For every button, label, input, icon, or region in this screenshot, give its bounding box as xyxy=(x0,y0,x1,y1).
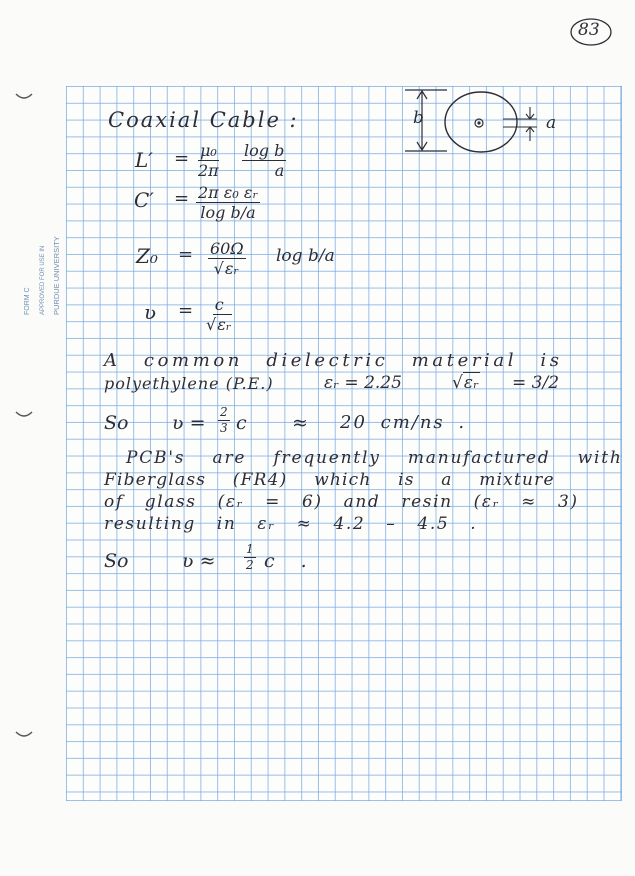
formula-l-fraction xyxy=(196,142,221,181)
formula-c-denominator: log b/a xyxy=(200,203,256,223)
formula-l-log-top: log b xyxy=(244,141,285,160)
margin-form: FORM C xyxy=(24,287,31,315)
formula-c-numerator: 2π ε₀ εᵣ xyxy=(198,183,259,202)
so2-rhs: c . xyxy=(264,550,307,572)
formula-z-tail: log b/a xyxy=(276,246,335,266)
text-er-value: εᵣ = 2.25 xyxy=(324,373,402,393)
so-label-2: So xyxy=(104,550,129,572)
para-line-3: of glass (εᵣ = 6) and resin (εᵣ ≈ 3) xyxy=(104,492,579,512)
so1-frac-den: 3 xyxy=(220,420,228,435)
formula-v-eq: = xyxy=(178,300,194,321)
diagram-label-a: a xyxy=(546,113,557,133)
text-sqrt-er-value: = 3/2 xyxy=(512,373,560,393)
so2-fraction xyxy=(244,543,256,572)
formula-v-sqrt-arg: εᵣ xyxy=(217,315,232,335)
formula-l-eq: = xyxy=(174,148,190,169)
formula-l-lhs: L′ xyxy=(135,148,153,172)
so1-approx: ≈ xyxy=(292,412,308,434)
formula-z-eq: = xyxy=(178,244,194,265)
margin-approved: APPROVED FOR USE IN xyxy=(40,245,46,315)
so2-lhs: ʋ ≈ xyxy=(182,550,216,572)
text-line-polyethylene: polyethylene (P.E.) xyxy=(104,374,274,393)
formula-c-eq: = xyxy=(174,188,190,209)
formula-z-numerator: 60Ω xyxy=(210,239,244,258)
so1-value: 20 cm/ns . xyxy=(340,412,467,433)
text-line-common-dielectric: A common dielectric material is xyxy=(104,350,563,371)
formula-v-fraction xyxy=(204,296,234,335)
formula-z-lhs: Z₀ xyxy=(136,244,158,268)
formula-v-lhs: ʋ xyxy=(144,300,157,324)
formula-l-numerator: μ₀ xyxy=(199,141,217,160)
formula-c-fraction xyxy=(196,184,260,223)
so2-frac-den: 2 xyxy=(246,557,254,572)
diagram-label-b: b xyxy=(413,108,424,128)
margin-print xyxy=(14,205,76,315)
formula-z-fraction xyxy=(208,240,246,279)
formula-l-log xyxy=(242,142,286,181)
text-sqrt-er: √εᵣ xyxy=(452,373,479,393)
so1-fraction xyxy=(218,406,230,435)
page-number: 83 xyxy=(578,20,600,40)
so1-lhs: ʋ = xyxy=(172,412,206,434)
text-sqrt-er-arg: εᵣ xyxy=(463,373,479,393)
para-line-1: PCB's are frequently manufactured with xyxy=(126,448,623,468)
formula-l-denominator: 2π xyxy=(198,161,219,181)
formula-z-sqrt-arg: εᵣ xyxy=(224,259,239,279)
so2-frac-num: 1 xyxy=(246,542,254,556)
para-line-2: Fiberglass (FR4) which is a mixture xyxy=(104,470,555,490)
formula-z-denominator: √εᵣ xyxy=(213,259,239,279)
para-line-4: resulting in εᵣ ≈ 4.2 – 4.5 . xyxy=(104,514,478,534)
margin-university: PURDUE UNIVERSITY xyxy=(52,236,61,315)
page-title: Coaxial Cable : xyxy=(108,108,299,132)
formula-l-log-bottom: a xyxy=(274,161,285,181)
formula-v-numerator: c xyxy=(214,295,224,314)
so1-rhs: c xyxy=(236,412,247,434)
formula-c-lhs: C′ xyxy=(134,188,154,212)
so-label-1: So xyxy=(104,412,129,434)
so1-frac-num: 2 xyxy=(220,405,228,419)
formula-v-denominator: √εᵣ xyxy=(206,315,232,335)
